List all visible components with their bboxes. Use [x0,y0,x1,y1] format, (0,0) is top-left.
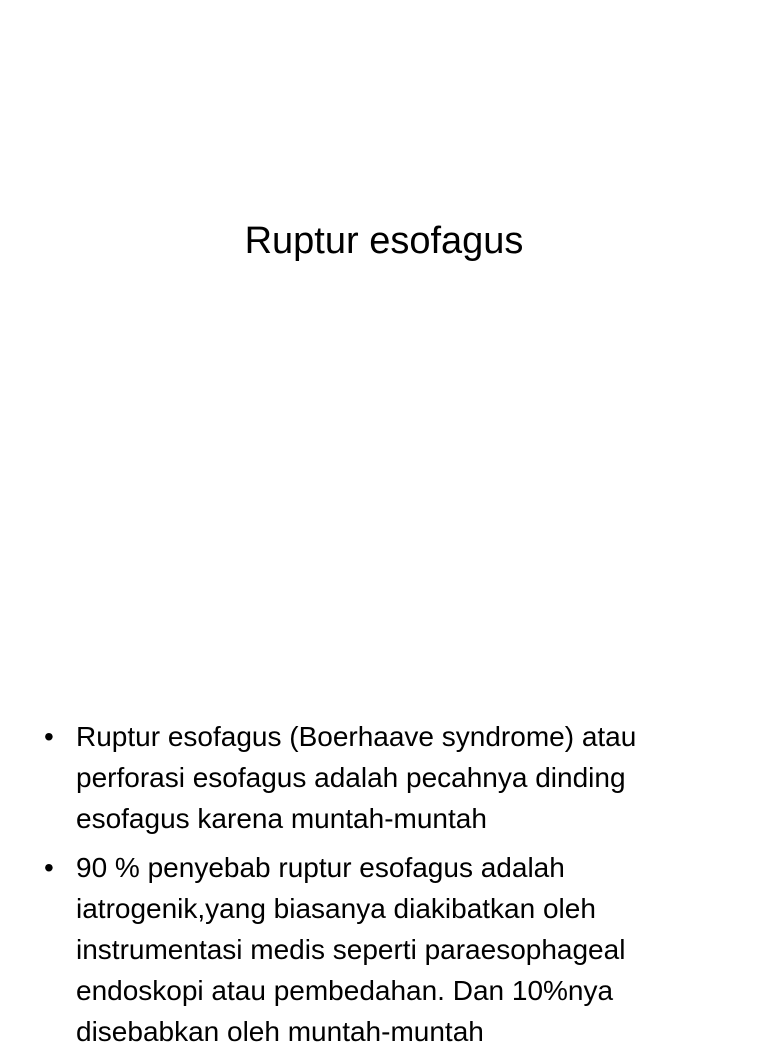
bullet-dot-icon: • [44,721,54,752]
bullet-list [44,716,724,1060]
bullet-text: Ruptur esofagus (Boerhaave syndrome) atau perforasi esofagus adalah pecahnya dinding esofagus karena muntah-muntah [76,721,637,834]
bullet-item [44,716,724,839]
bullet-item [44,847,724,1052]
bullet-dot-icon: • [44,852,54,883]
slide-title: Ruptur esofagus [244,220,524,262]
bullet-text: 90 % penyebab ruptur esofagus adalah iatrogenik,yang biasanya diakibatkan oleh instrumentasi medis seperti paraesophageal endoskopi atau pembedahan. Dan 10%nya disebabkan oleh muntah-muntah [76,852,626,1047]
